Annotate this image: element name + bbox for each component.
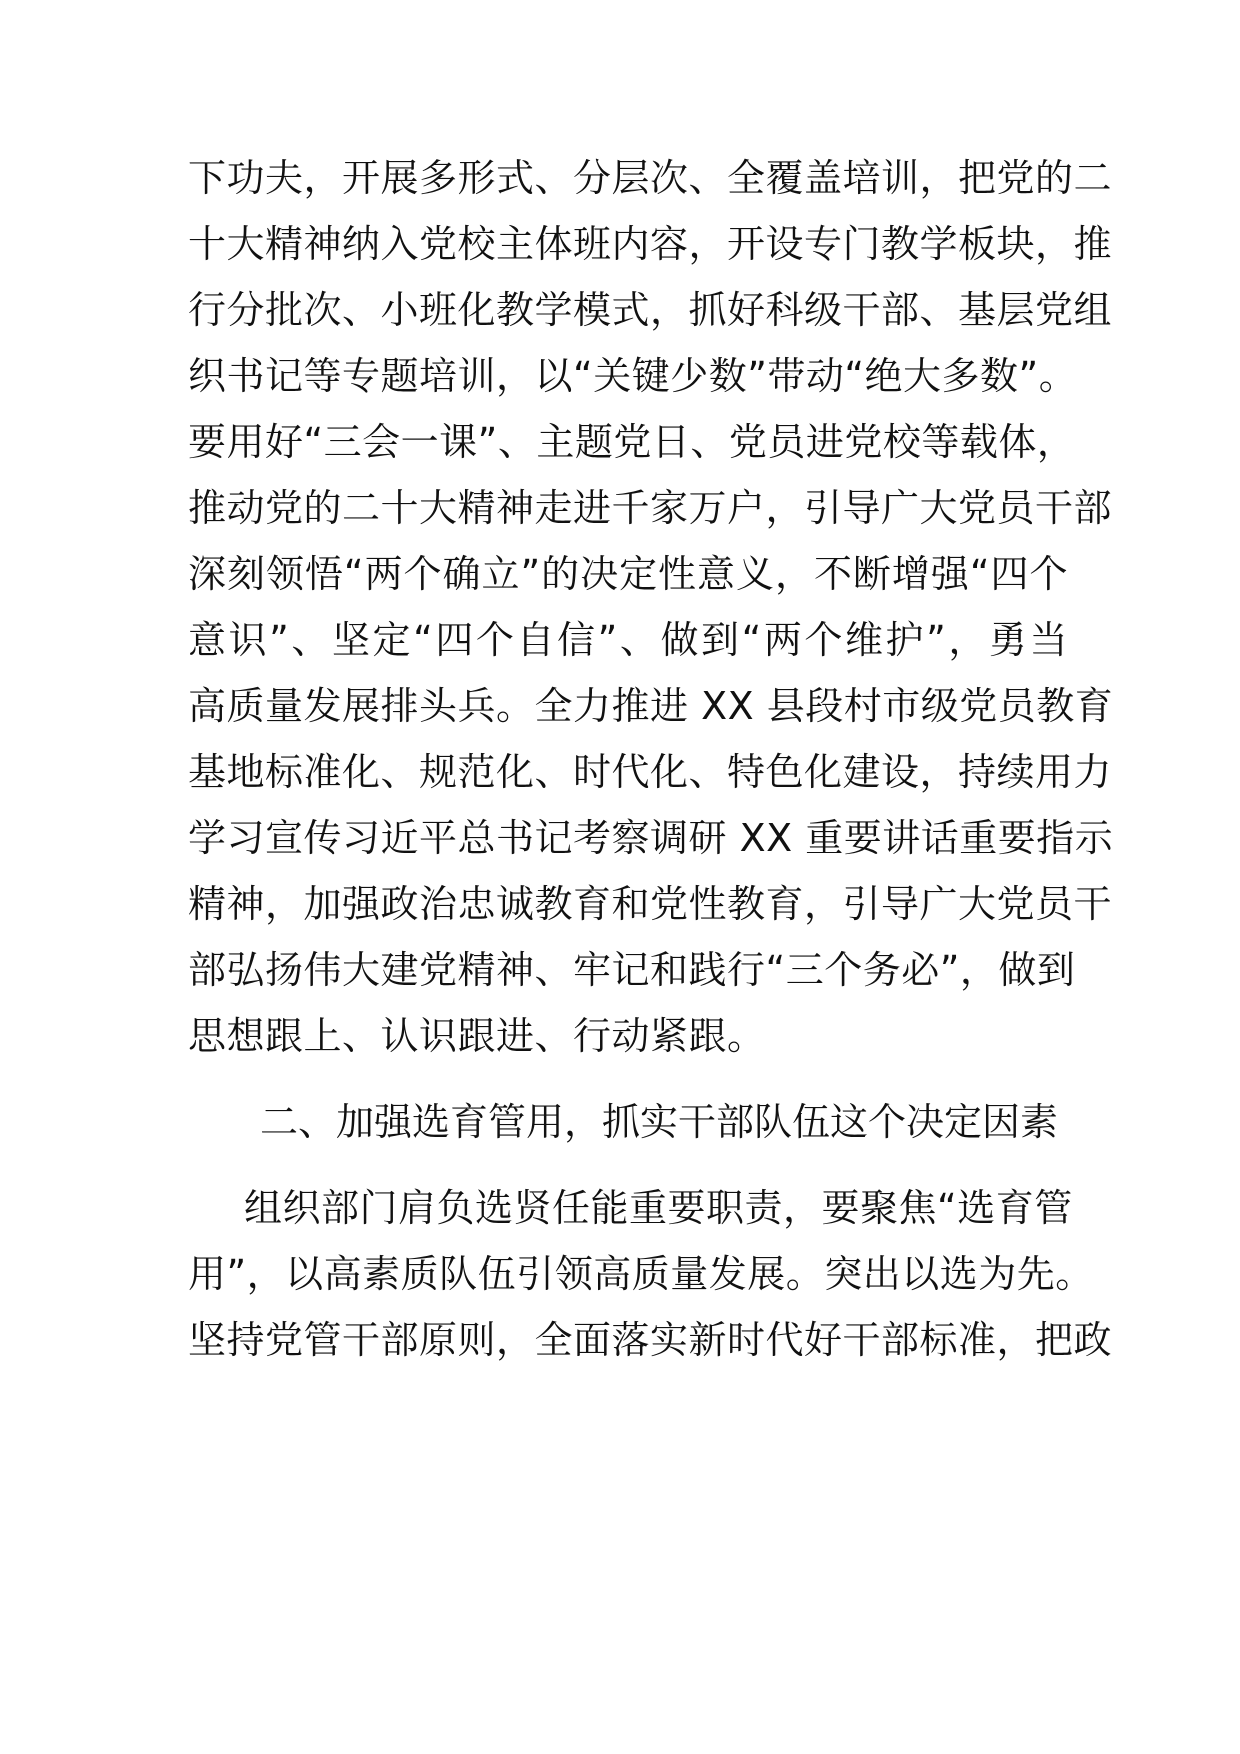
paragraph-line: 十大精神纳入党校主体班内容，开设专门教学板块，推 <box>188 222 1113 266</box>
paragraph-line: 织书记等专题培训，以“关键少数”带动“绝大多数”。 <box>188 354 1078 398</box>
paragraph-line: 深刻领悟“两个确立”的决定性意义，不断增强“四个 <box>188 552 1068 596</box>
paragraph-line: 基地标准化、规范化、时代化、特色化建设，持续用力 <box>188 750 1113 794</box>
paragraph-line: 组织部门肩负选贤任能重要职责，要聚焦“选育管 <box>244 1186 1073 1230</box>
section-heading: 二、加强选育管用，抓实干部队伍这个决定因素 <box>260 1100 1059 1144</box>
paragraph-line: 学习宣传习近平总书记考察调研 XX 重要讲话重要指示 <box>188 816 1114 860</box>
paragraph-line: 精神，加强政治忠诚教育和党性教育，引导广大党员干 <box>188 882 1113 926</box>
paragraph-line: 部弘扬伟大建党精神、牢记和践行“三个务必”，做到 <box>188 948 1076 992</box>
paragraph-line: 高质量发展排头兵。全力推进 XX 县段村市级党员教育 <box>188 684 1114 728</box>
paragraph-line: 坚持党管干部原则，全面落实新时代好干部标准，把政 <box>188 1318 1113 1362</box>
paragraph-line: 推动党的二十大精神走进千家万户，引导广大党员干部 <box>188 486 1113 530</box>
paragraph-line: 下功夫，开展多形式、分层次、全覆盖培训，把党的二 <box>188 156 1113 200</box>
paragraph-line: 思想跟上、认识跟进、行动紧跟。 <box>188 1014 766 1058</box>
paragraph-line: 行分批次、小班化教学模式，抓好科级干部、基层党组 <box>188 288 1113 332</box>
paragraph-line: 用”，以高素质队伍引领高质量发展。突出以选为先。 <box>188 1252 1094 1296</box>
paragraph-line: 要用好“三会一课”、主题党日、党员进党校等载体， <box>188 420 1076 464</box>
paragraph-line: 意识”、坚定“四个自信”、做到“两个维护”，勇当 <box>188 618 1068 662</box>
